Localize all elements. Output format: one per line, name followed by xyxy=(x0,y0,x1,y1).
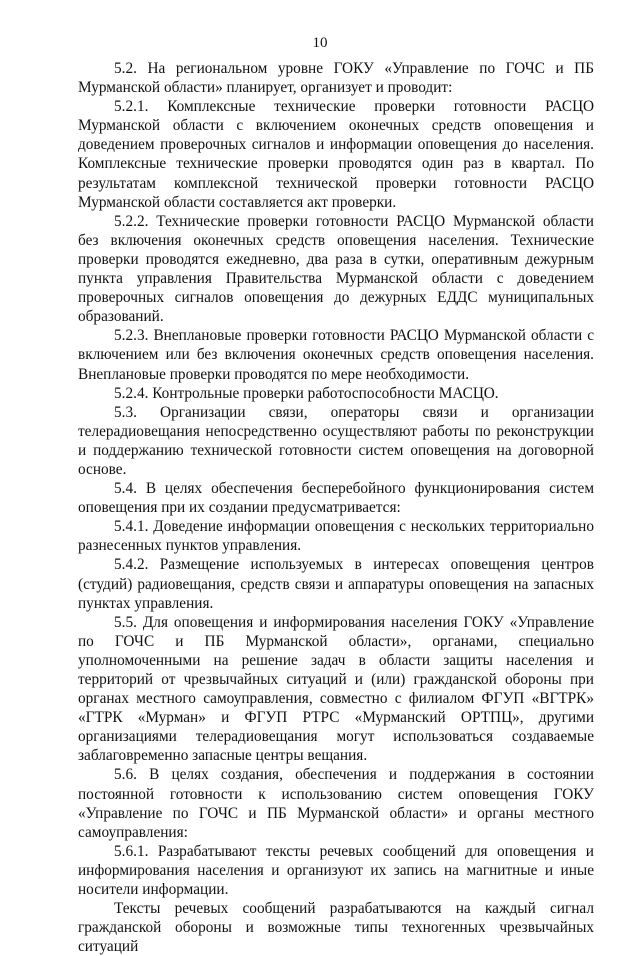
paragraph-5-2-1: 5.2.1. Комплексные технические проверки готовности РАСЦО Мурманской области с включением оконечных средств оповещения и доведением проверочных сигналов и информации оповещения до населения. Комплексные технические проверки проводятся один раз в квартал. По результатам комплексной технической проверки готовности РАСЦО Мурманской области составляется акт проверки. xyxy=(78,98,594,211)
paragraph-5-3: 5.3. Организации связи, операторы связи и организации телерадиовещания непосредственно осуществляют работы по реконструкции и поддержанию технической готовности систем оповещения на договорной основе. xyxy=(78,403,594,478)
paragraph-speech-texts: Тексты речевых сообщений разрабатываются на каждый сигнал гражданской обороны и возможные типы техногенных чрезвычайных ситуаций xyxy=(78,900,594,956)
paragraph-5-4-2: 5.4.2. Размещение используемых в интересах оповещения центров (студий) радиовещания, средств связи и аппаратуры оповещения на запасных пунктах управления. xyxy=(78,556,594,612)
paragraph-5-4: 5.4. В целях обеспечения бесперебойного функционирования систем оповещения при их создании предусматривается: xyxy=(78,480,594,517)
paragraph-5-2: 5.2. На региональном уровне ГОКУ «Управление по ГОЧС и ПБ Мурманской области» планирует, организует и проводит: xyxy=(78,60,594,97)
paragraph-5-2-3: 5.2.3. Внеплановые проверки готовности РАСЦО Мурманской области с включением или без включения оконечных средств оповещения населения. Внеплановые проверки проводятся по мере необходимости. xyxy=(78,327,594,383)
page-number: 10 xyxy=(312,35,328,51)
paragraph-5-4-1: 5.4.1. Доведение информации оповещения с нескольких территориально разнесенных пунктов управления. xyxy=(78,518,594,555)
paragraph-5-6-1: 5.6.1. Разрабатывают тексты речевых сообщений для оповещения и информирования населения и организуют их запись на магнитные и иные носители информации. xyxy=(78,842,594,899)
paragraph-5-2-2: 5.2.2. Технические проверки готовности РАСЦО Мурманской области без включения оконечных средств оповещения населения. Технические проверки проводятся ежедневно, два раза в сутки, оперативным дежурным пункта управления Правительства Мурманской области с доведением проверочных сигналов оповещения до дежурных ЕДДС муниципальных образований. xyxy=(78,212,594,326)
document-body xyxy=(78,59,594,956)
paragraph-5-2-4: 5.2.4. Контрольные проверки работоспособности МАСЦО. xyxy=(114,384,499,402)
paragraph-5-5: 5.5. Для оповещения и информирования населения ГОКУ «Управление по ГОЧС и ПБ Мурманской области», органами, специально уполномоченными на решение задач в области защиты населения и территорий от чрезвычайных ситуаций и (или) гражданской обороны при органах местного самоуправления, совместно с филиалом ФГУП «ВГТРК» «ГТРК «Мурман» и ФГУП РТРС «Мурманский ОРТПЦ», другими организациями телерадиовещания могут использоваться создаваемые заблаговременно запасные центры вещания. xyxy=(78,613,594,765)
paragraph-5-6: 5.6. В целях создания, обеспечения и поддержания в состоянии постоянной готовности к использованию систем оповещения ГОКУ «Управление по ГОЧС и ПБ Мурманской области» и органы местного самоуправления: xyxy=(78,766,594,841)
